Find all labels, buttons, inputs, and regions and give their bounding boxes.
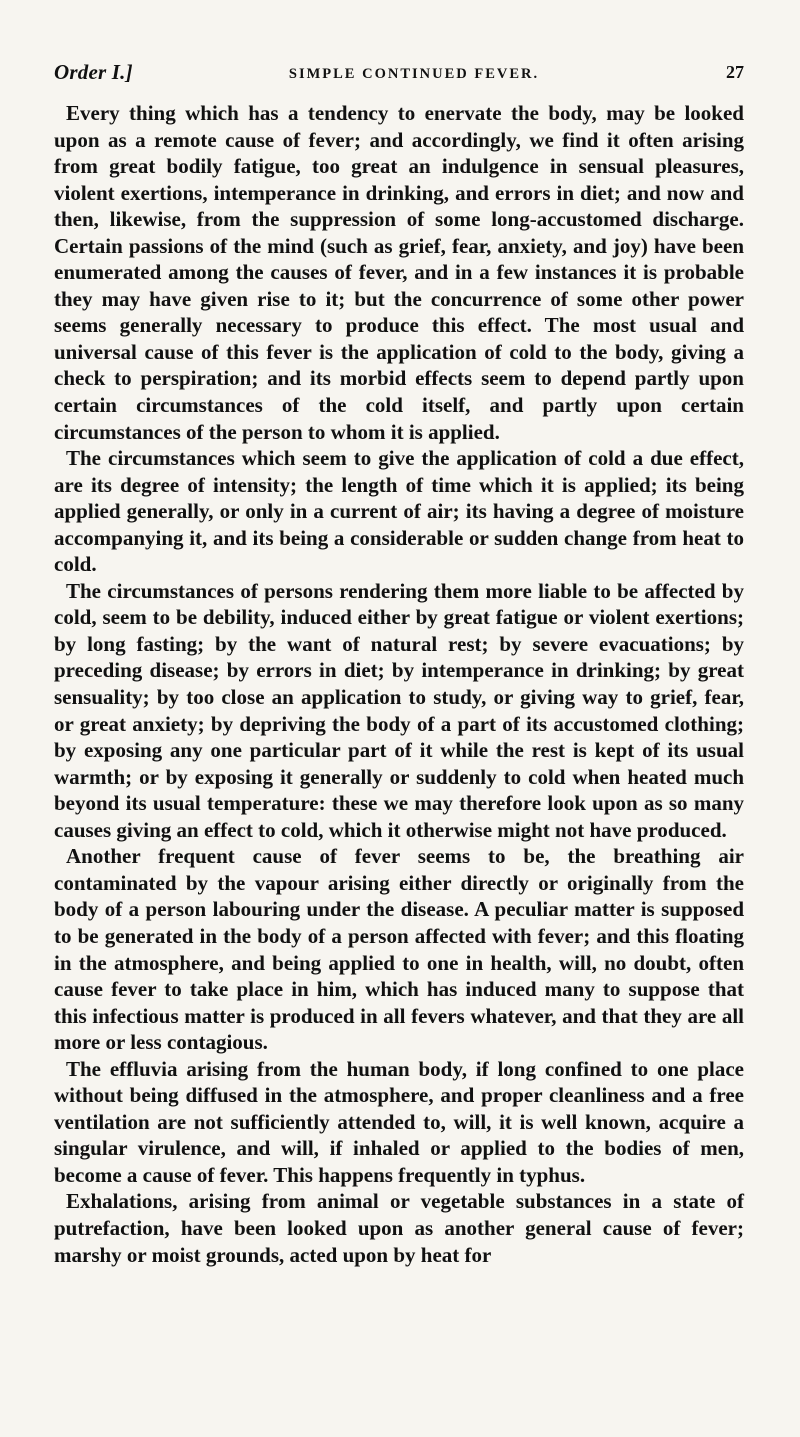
- paragraph-exhalations: Exhalations, arising from animal or vegetable substances in a state of putrefaction, have been looked upon as another general cause of fever; marshy or moist grounds, acted upon by heat for: [54, 1189, 744, 1267]
- chapter-title: SIMPLE CONTINUED FEVER.: [288, 66, 540, 82]
- paragraph-cold-circumstances: The circumstances which seem to give the application of cold a due effect, are its degree of intensity; the length of time which it is applied; its being applied generally, or only in a current of air; its having a degree of moisture accompanying it, and its being a considerable or sudden change from heat to cold.: [54, 446, 744, 577]
- book-page: [54, 60, 744, 1268]
- paragraph-effluvia: The effluvia arising from the human body, if long confined to one place without being diffused in the atmosphere, and proper cleanliness and a free ventilation are not sufficiently attended to, will, it is well known, acquire a singular virulence, and will, if inhaled or applied to the bodies of men, become a cause of fever. This happens frequently in typhus.: [54, 1056, 744, 1187]
- page-number: 27: [726, 62, 744, 82]
- order-label: Order I.]: [54, 60, 133, 84]
- paragraph-causes: Every thing which has a tendency to enervate the body, may be looked upon as a remote cause of fever; and accordingly, we find it often arising from great bodily fatigue, too great an indulgence in sensual pleasures, violent exertions, intemperance in drinking, and errors in diet; and now and then, likewise, from the suppression of some long-accustomed discharge. Certain passions of the mind (such as grief, fear, anxiety, and joy) have been enumerated among the causes of fever, and in a few instances it is probable they may have given rise to it; but the concurrence of some other power seems generally necessary to produce this effect. The most usual and universal cause of this fever is the application of cold to the body, giving a check to perspiration; and its morbid effects seem to depend partly upon certain circumstances of the cold itself, and partly upon certain circumstances of the person to whom it is applied.: [54, 101, 744, 444]
- paragraph-contagion: Another frequent cause of fever seems to be, the breathing air contaminated by the vapour arising either directly or originally from the body of a person labouring under the disease. A peculiar matter is supposed to be generated in the body of a person affected with fever; and this floating in the atmosphere, and being applied to one in health, will, no doubt, often cause fever to take place in him, which has induced many to suppose that this infectious matter is produced in all fevers whatever, and that they are all more or less contagious.: [54, 844, 744, 1055]
- body-text: [54, 100, 744, 1268]
- paragraph-persons-liable: The circumstances of persons rendering them more liable to be affected by cold, seem to be debility, induced either by great fatigue or violent exertions; by long fasting; by the want of natural rest; by severe evacuations; by preceding disease; by errors in diet; by intemperance in drinking; by great sensuality; by too close an application to study, or giving way to grief, fear, or great anxiety; by depriving the body of a part of its accustomed clothing; by exposing any one particular part of it while the rest is kept of its usual warmth; or by exposing it generally or suddenly to cold when heated much beyond its usual temperature: these we may therefore look upon as so many causes giving an effect to cold, which it otherwise might not have produced.: [54, 578, 744, 842]
- running-header: [54, 60, 744, 100]
